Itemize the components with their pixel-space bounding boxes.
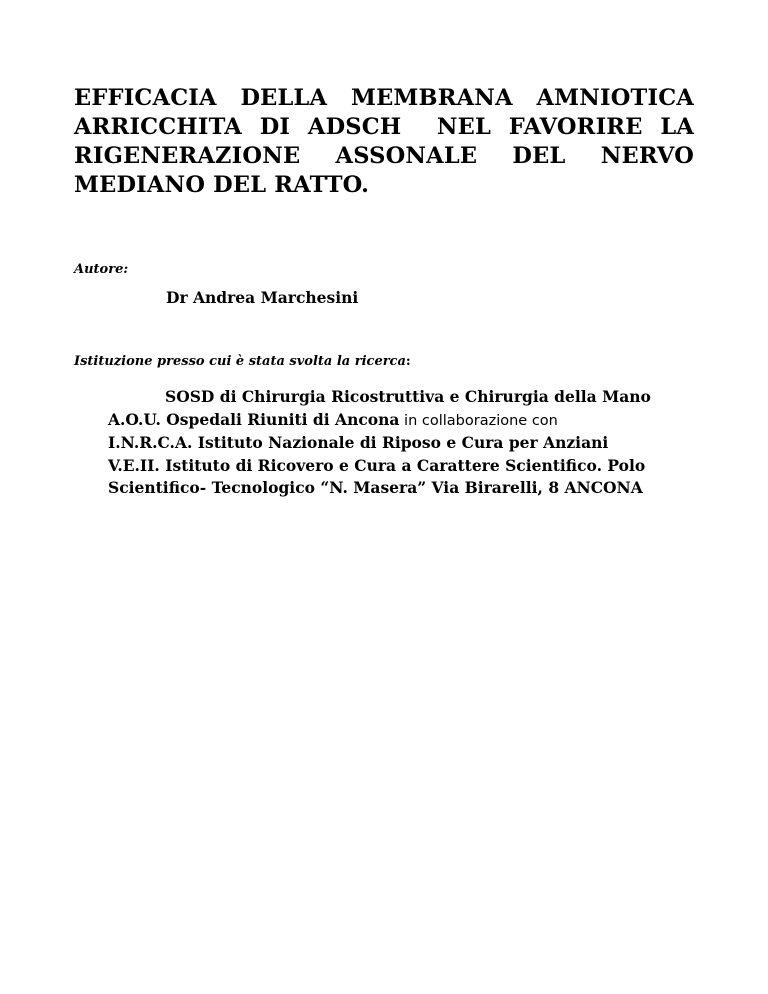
title-line-1: EFFICACIA DELLA MEMBRANA AMNIOTICA	[74, 85, 694, 111]
title-line-2: ARRICCHITA DI ADSCH NEL FAVORIRE LA	[74, 114, 694, 140]
institution-line-3: I.N.R.C.A. Istituto Nazionale di Riposo e Cura per Anziani	[108, 433, 609, 452]
institution-label-text: Istituzione presso cui è stata svolta la ricerca	[74, 354, 406, 369]
institution-label-colon: :	[405, 354, 411, 369]
author-label: Autore:	[74, 262, 129, 277]
institution-block	[108, 386, 708, 500]
title-line-3: RIGENERAZIONE ASSONALE DEL NERVO	[74, 143, 694, 169]
institution-label	[74, 354, 411, 369]
document-title	[74, 84, 694, 200]
title-line-4: MEDIANO DEL RATTO.	[74, 172, 370, 198]
author-name: Dr Andrea Marchesini	[166, 288, 359, 307]
institution-line-5: Scientifico- Tecnologico “N. Masera” Via Birarelli, 8 ANCONA	[108, 478, 643, 497]
institution-line-1: SOSD di Chirurgia Ricostruttiva e Chirurgia della Mano	[165, 387, 651, 406]
institution-line-4: V.E.II. Istituto di Ricovero e Cura a Carattere Scientifico. Polo	[108, 455, 646, 475]
institution-line-2	[108, 409, 708, 433]
institution-collaboration-text: in collaborazione con	[399, 412, 558, 429]
institution-hospital: A.O.U. Ospedali Riuniti di Ancona	[108, 409, 400, 429]
